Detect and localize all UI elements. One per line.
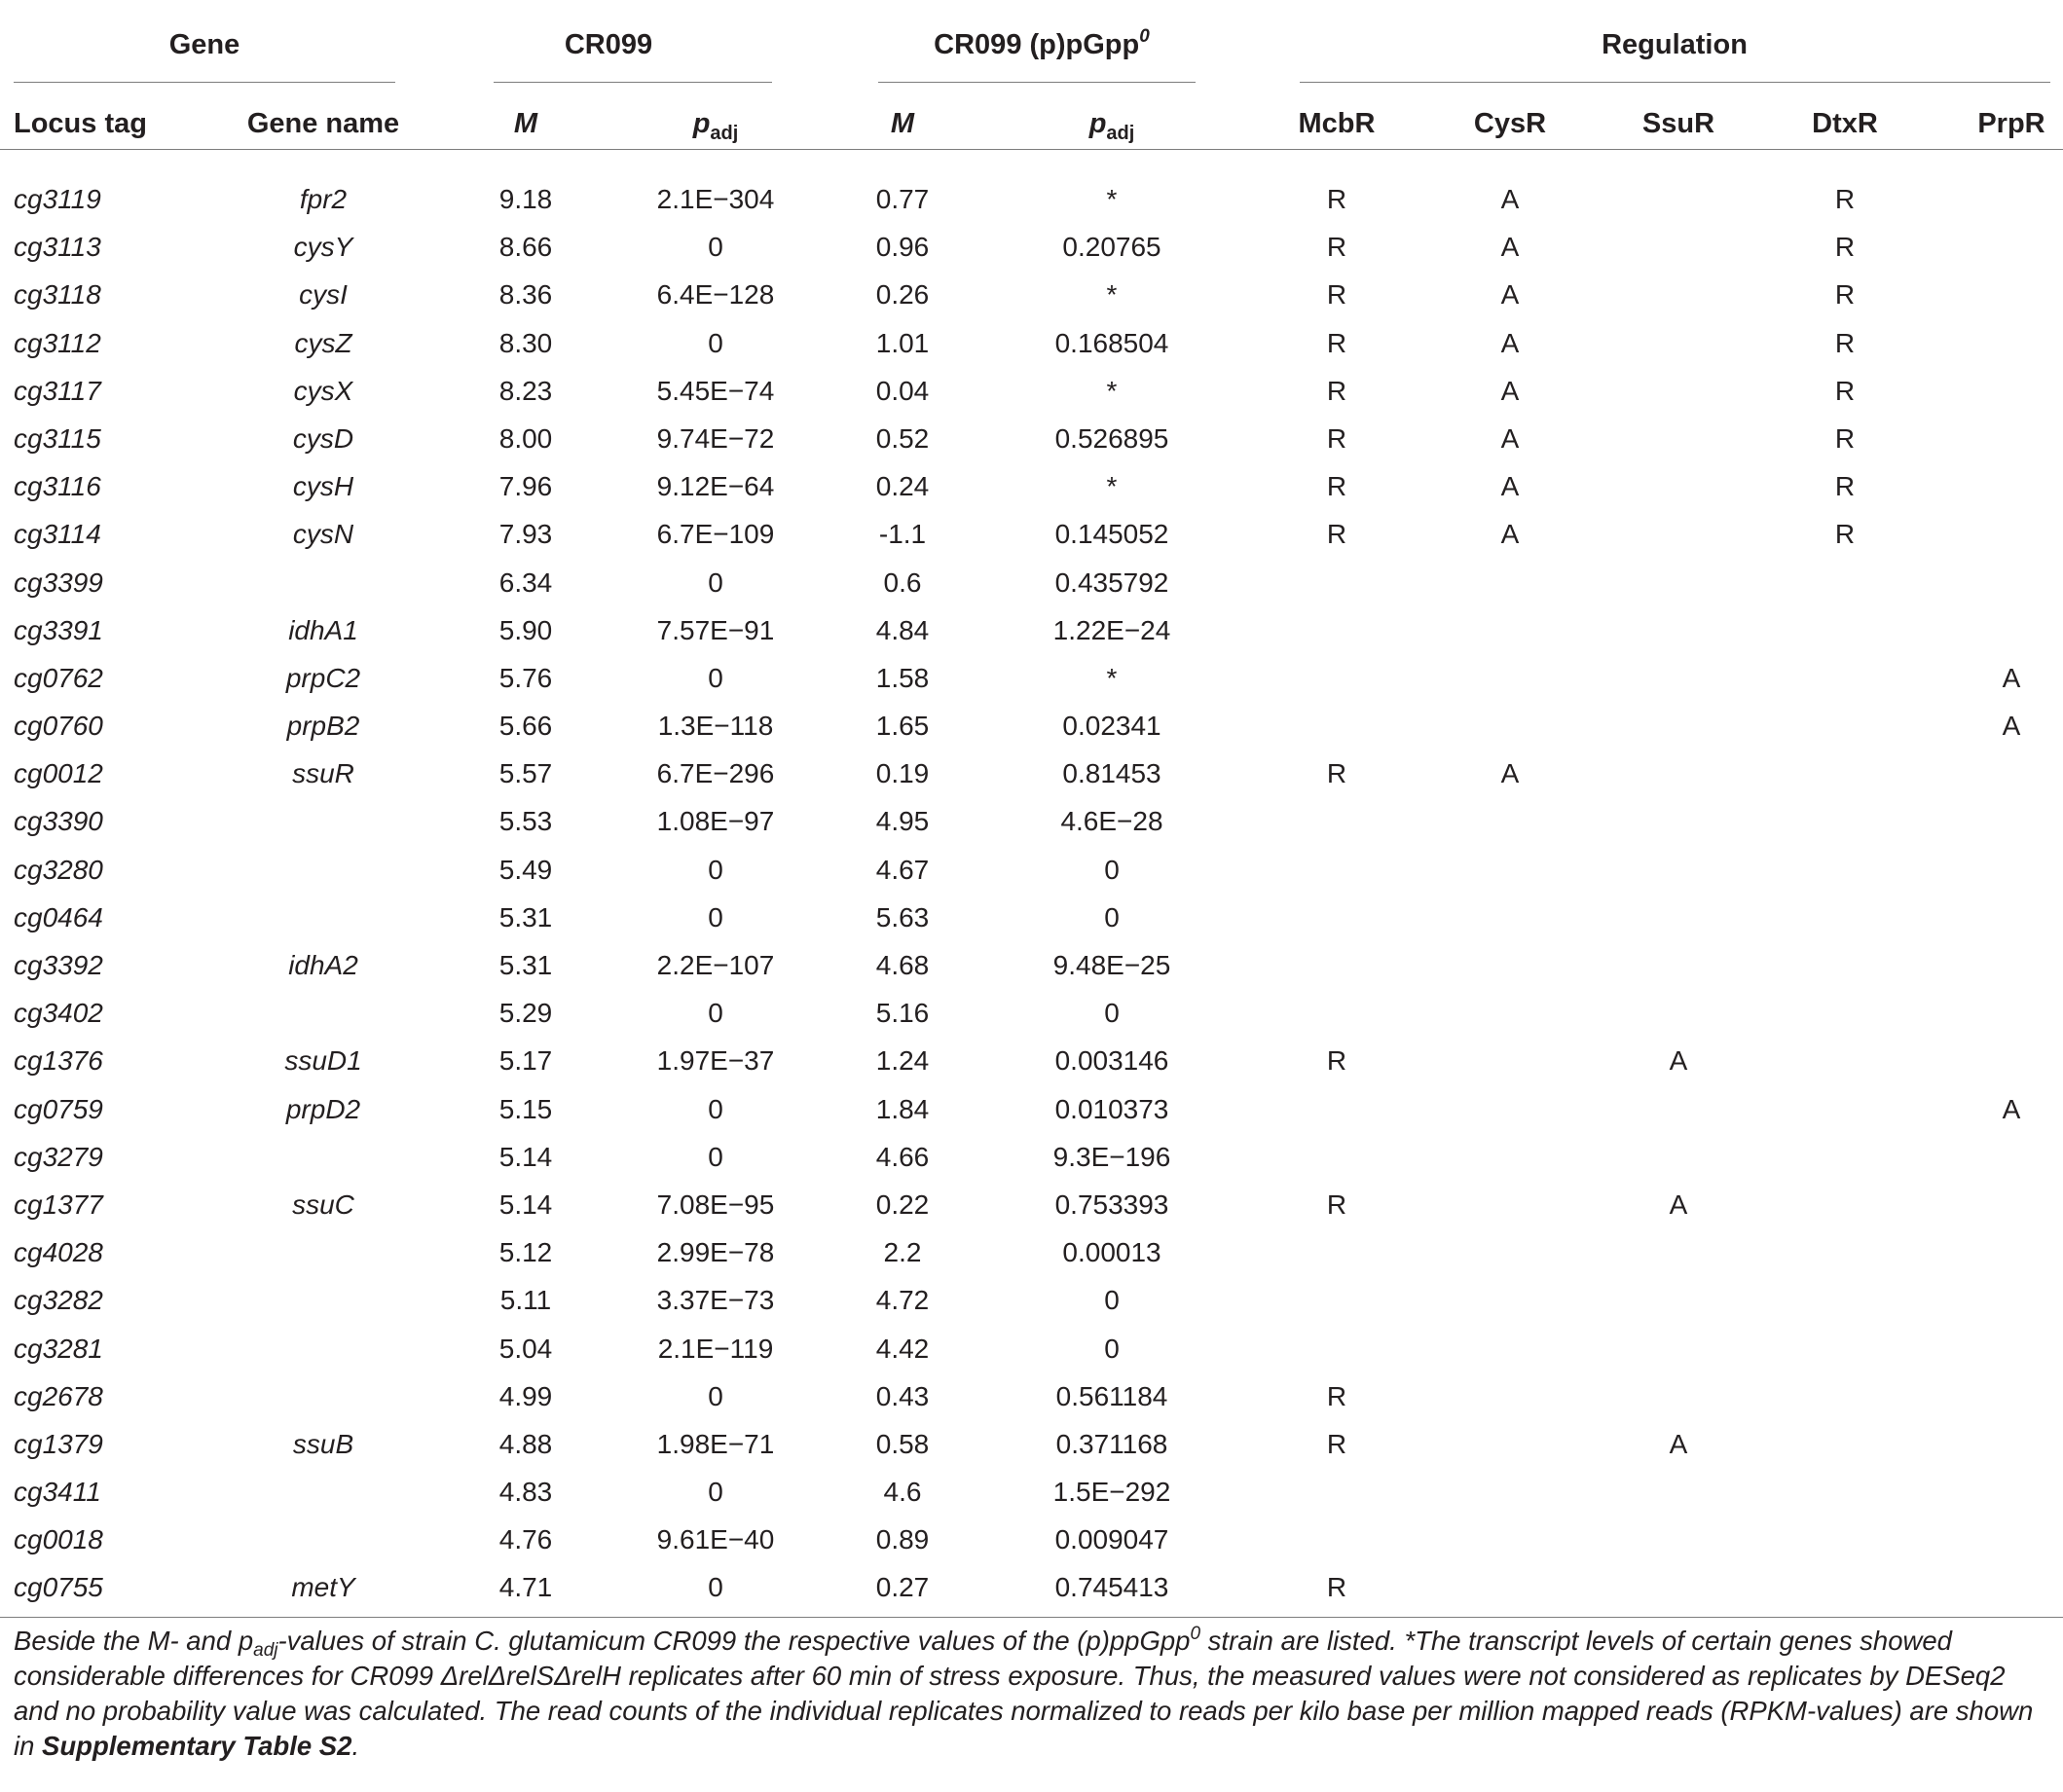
cell-locus: cg0759	[14, 1093, 103, 1124]
cell-ssur: A	[1669, 1045, 1688, 1077]
cell-locus: cg3280	[14, 854, 103, 885]
cell-p2: 0.561184	[1055, 1380, 1168, 1411]
cell-mcbr: R	[1326, 184, 1347, 214]
cell-cysr: A	[1500, 327, 1520, 358]
table-row	[0, 612, 2063, 660]
cell-m1: 5.14	[498, 1189, 553, 1220]
cell-m2: 4.72	[875, 1285, 930, 1316]
cell-p2: 0.010373	[1054, 1093, 1169, 1124]
cell-dtxr: R	[1834, 375, 1856, 406]
cell-p2: 0.20765	[1062, 232, 1161, 263]
footnote-text-4: .	[351, 1731, 360, 1761]
cell-p2: 0.003146	[1054, 1045, 1169, 1077]
cell-mcbr: R	[1326, 1045, 1347, 1077]
col-header-cysr: CysR	[1473, 108, 1547, 139]
col-header-padj-cr099	[662, 104, 769, 143]
cell-locus: cg3117	[14, 375, 101, 406]
cell-locus: cg3115	[14, 422, 101, 454]
cell-gene: cysZ	[294, 327, 352, 358]
cell-gene: ssuB	[292, 1428, 354, 1459]
table-row	[0, 803, 2063, 851]
table-row	[0, 565, 2063, 612]
table-row	[0, 229, 2063, 276]
cell-locus: cg3391	[14, 614, 103, 645]
cell-p1: 0	[708, 662, 723, 693]
cell-m1: 5.11	[499, 1285, 552, 1316]
table-row	[0, 181, 2063, 229]
cell-m1: 5.31	[498, 901, 553, 933]
cell-m1: 7.93	[498, 519, 553, 550]
cell-m2: 4.68	[875, 950, 930, 980]
cell-p1: 0	[708, 327, 723, 358]
cell-m1: 5.14	[498, 1141, 553, 1172]
cell-p1: 9.12E−64	[656, 471, 775, 502]
cell-m1: 5.31	[498, 950, 553, 980]
cell-p2: *	[1106, 184, 1118, 214]
cell-cysr: A	[1500, 471, 1520, 502]
cell-m2: 5.63	[875, 901, 930, 933]
cell-p2: 0.168504	[1054, 327, 1169, 358]
table-row	[0, 755, 2063, 803]
col-header-m-ppgpp	[864, 104, 941, 143]
cell-m1: 8.30	[498, 327, 553, 358]
cell-m1: 8.00	[498, 422, 553, 454]
cell-p2: 0.745413	[1054, 1572, 1169, 1603]
table-row	[0, 1331, 2063, 1378]
cell-p2: 1.5E−292	[1052, 1477, 1171, 1508]
cell-p1: 0	[708, 1141, 723, 1172]
cell-m1: 4.71	[498, 1572, 553, 1603]
cell-p1: 9.74E−72	[656, 422, 775, 454]
cell-p1: 2.99E−78	[656, 1237, 775, 1268]
cell-gene: cysD	[292, 422, 354, 454]
col-header-padj-ppgpp-sub: adj	[1106, 123, 1135, 144]
cell-prpr: A	[2002, 1093, 2021, 1124]
cell-m2: 4.67	[875, 854, 930, 885]
cell-locus: cg0012	[14, 758, 103, 789]
col-header-padj-cr099-sub: adj	[710, 123, 739, 144]
cell-gene: cysX	[293, 375, 353, 406]
cell-p1: 5.45E−74	[656, 375, 775, 406]
cell-locus: cg0018	[14, 1524, 103, 1555]
cell-p1: 0	[708, 998, 723, 1029]
col-header-padj-cr099-p: p	[692, 108, 711, 139]
cell-mcbr: R	[1326, 471, 1347, 502]
cell-m2: 4.6	[883, 1477, 922, 1508]
group-rule-ppgpp	[878, 82, 1196, 83]
cell-m2: 0.77	[875, 184, 930, 214]
cell-locus: cg3118	[14, 279, 101, 311]
table-row	[0, 1139, 2063, 1187]
group-header-regulation: Regulation	[1602, 29, 1748, 60]
cell-p1: 9.61E−40	[656, 1524, 775, 1555]
cell-m1: 4.99	[498, 1380, 553, 1411]
col-header-locus-tag: Locus tag	[14, 108, 147, 139]
table-row	[0, 852, 2063, 899]
cell-dtxr: R	[1834, 327, 1856, 358]
cell-gene: idhA1	[288, 614, 358, 645]
cell-p2: 1.22E−24	[1052, 614, 1171, 645]
cell-locus: cg1376	[14, 1045, 103, 1077]
cell-p2: 0	[1104, 1285, 1120, 1316]
cell-p2: 0	[1104, 854, 1120, 885]
cell-p2: *	[1106, 662, 1118, 693]
table-row	[0, 995, 2063, 1042]
cell-ssur: A	[1669, 1428, 1688, 1459]
cell-mcbr: R	[1326, 279, 1347, 311]
cell-p1: 0	[708, 1572, 723, 1603]
cell-p1: 0	[708, 1477, 723, 1508]
cell-locus: cg3113	[14, 232, 101, 263]
table-row	[0, 947, 2063, 995]
cell-p1: 6.7E−296	[656, 758, 775, 789]
cell-p1: 1.08E−97	[656, 806, 775, 837]
cell-p1: 1.98E−71	[656, 1428, 775, 1459]
cell-p2: 9.48E−25	[1052, 950, 1171, 980]
cell-m1: 5.17	[498, 1045, 553, 1077]
cell-m1: 4.88	[498, 1428, 553, 1459]
cell-locus: cg3402	[14, 998, 103, 1029]
col-header-ssur: SsuR	[1641, 108, 1715, 139]
cell-m2: 2.2	[883, 1237, 922, 1268]
cell-gene: prpB2	[286, 711, 360, 742]
cell-p2: 0	[1104, 1333, 1120, 1364]
cell-m1: 5.49	[498, 854, 553, 885]
cell-m2: 0.04	[875, 375, 930, 406]
cell-gene: prpD2	[285, 1093, 361, 1124]
cell-m1: 4.83	[498, 1477, 553, 1508]
cell-locus: cg3392	[14, 950, 103, 980]
cell-m2: 0.58	[875, 1428, 930, 1459]
cell-m2: 0.19	[875, 758, 930, 789]
col-header-m-cr099	[487, 104, 565, 143]
table-row	[0, 1378, 2063, 1426]
cell-p1: 7.57E−91	[656, 614, 775, 645]
cell-m2: 4.42	[875, 1333, 930, 1364]
cell-p1: 1.3E−118	[657, 711, 774, 742]
cell-p1: 2.1E−304	[656, 184, 775, 214]
cell-locus: cg3411	[14, 1477, 101, 1508]
group-header-gene: Gene	[168, 29, 240, 60]
header-rule	[0, 149, 2063, 150]
group-rule-gene	[14, 82, 395, 83]
cell-m2: 4.95	[875, 806, 930, 837]
cell-p2: 0.145052	[1054, 519, 1169, 550]
cell-m2: 1.84	[875, 1093, 930, 1124]
col-header-m-ppgpp-text: M	[890, 108, 915, 139]
cell-m1: 5.57	[498, 758, 553, 789]
table-row	[0, 1187, 2063, 1234]
table-row	[0, 373, 2063, 421]
cell-gene: ssuC	[292, 1189, 354, 1220]
cell-locus: cg0760	[14, 711, 103, 742]
footnote-text-2: -values of strain C. glutamicum CR099 the respective values of the (p)ppGpp	[277, 1626, 1191, 1656]
cell-m2: 1.58	[875, 662, 930, 693]
cell-p2: *	[1106, 279, 1118, 311]
cell-p1: 6.4E−128	[656, 279, 775, 311]
cell-m2: 4.84	[875, 614, 930, 645]
cell-p2: 0.00013	[1062, 1237, 1161, 1268]
cell-gene: ssuD1	[284, 1045, 362, 1077]
cell-locus: cg0755	[14, 1572, 103, 1603]
table-row	[0, 708, 2063, 755]
cell-locus: cg3116	[14, 471, 101, 502]
cell-m2: 1.24	[875, 1045, 930, 1077]
table-row	[0, 325, 2063, 373]
cell-cysr: A	[1500, 184, 1520, 214]
cell-mcbr: R	[1326, 1380, 1347, 1411]
cell-mcbr: R	[1326, 1572, 1347, 1603]
cell-m1: 5.53	[498, 806, 553, 837]
cell-locus: cg4028	[14, 1237, 103, 1268]
cell-m2: 0.43	[875, 1380, 930, 1411]
cell-m1: 6.34	[498, 567, 553, 598]
table-row	[0, 1234, 2063, 1282]
cell-locus: cg3390	[14, 806, 103, 837]
table-row	[0, 421, 2063, 468]
cell-cysr: A	[1500, 422, 1520, 454]
cell-locus: cg2678	[14, 1380, 103, 1411]
cell-m2: 0.6	[883, 567, 922, 598]
cell-locus: cg3281	[14, 1333, 103, 1364]
cell-m2: -1.1	[878, 519, 927, 550]
cell-gene: prpC2	[285, 662, 361, 693]
cell-p2: 0.371168	[1055, 1428, 1168, 1459]
group-header-ppgpp	[866, 25, 1217, 64]
table-body	[0, 181, 2063, 1618]
cell-p1: 1.97E−37	[656, 1045, 775, 1077]
cell-dtxr: R	[1834, 519, 1856, 550]
cell-m1: 8.66	[498, 232, 553, 263]
cell-m2: 0.27	[875, 1572, 930, 1603]
footnote-sup-0: 0	[1190, 1624, 1201, 1644]
cell-m1: 4.76	[498, 1524, 553, 1555]
cell-m1: 5.15	[498, 1093, 553, 1124]
table-row	[0, 1282, 2063, 1330]
footnote-supplementary-ref: Supplementary Table S2	[42, 1731, 352, 1761]
cell-locus: cg0464	[14, 901, 103, 933]
cell-locus: cg1379	[14, 1428, 103, 1459]
table-row	[0, 660, 2063, 708]
cell-gene: ssuR	[292, 758, 354, 789]
cell-gene: cysN	[292, 519, 354, 550]
footnote-text-3: strain are listed. *The transcript levels of certain genes showed considerable differences for CR099 ΔrelΔrelSΔrelH replicates after 60 min of stress exposure. Thus, the measured values were not considered as replicates by DESeq2 and no probability value was calculated. The read counts of the individual replicates normalized to reads per kilo base per million mapped reads (RPKM-values) are shown in	[14, 1626, 2034, 1761]
cell-p2: 0.526895	[1054, 422, 1169, 454]
table-row	[0, 1569, 2063, 1617]
cell-p2: 0.02341	[1062, 711, 1161, 742]
cell-mcbr: R	[1326, 1189, 1347, 1220]
cell-p2: 0.81453	[1062, 758, 1161, 789]
col-header-mcbr: McbR	[1298, 108, 1376, 139]
cell-locus: cg1377	[14, 1189, 103, 1220]
cell-locus: cg0762	[14, 662, 103, 693]
cell-locus: cg3114	[14, 519, 101, 550]
table-row	[0, 1091, 2063, 1139]
cell-gene: cysH	[292, 471, 354, 502]
cell-dtxr: R	[1834, 184, 1856, 214]
cell-mcbr: R	[1326, 375, 1347, 406]
cell-p2: 0	[1104, 901, 1120, 933]
cell-ssur: A	[1669, 1189, 1688, 1220]
cell-p1: 0	[708, 567, 723, 598]
cell-cysr: A	[1500, 758, 1520, 789]
cell-gene: cysI	[299, 279, 348, 311]
cell-p1: 2.1E−119	[657, 1333, 774, 1364]
cell-p2: 0.435792	[1054, 567, 1169, 598]
cell-gene: metY	[291, 1572, 355, 1603]
cell-m1: 5.76	[498, 662, 553, 693]
cell-gene: fpr2	[299, 184, 348, 214]
cell-m2: 5.16	[875, 998, 930, 1029]
cell-m2: 1.01	[875, 327, 930, 358]
cell-locus: cg3119	[14, 184, 101, 214]
cell-p1: 7.08E−95	[656, 1189, 775, 1220]
cell-m1: 8.23	[498, 375, 553, 406]
cell-p2: 0.009047	[1054, 1524, 1169, 1555]
cell-m2: 0.24	[875, 471, 930, 502]
cell-dtxr: R	[1834, 422, 1856, 454]
group-rule-cr099	[494, 82, 772, 83]
cell-p1: 3.37E−73	[656, 1285, 775, 1316]
cell-m2: 0.96	[875, 232, 930, 263]
cell-gene: cysY	[293, 232, 353, 263]
cell-p2: 4.6E−28	[1060, 806, 1163, 837]
group-header-cr099: CR099	[564, 29, 653, 60]
cell-p2: 0.753393	[1054, 1189, 1169, 1220]
col-header-m-cr099-text: M	[513, 108, 538, 139]
cell-p2: 9.3E−196	[1052, 1141, 1171, 1172]
cell-mcbr: R	[1326, 422, 1347, 454]
cell-cysr: A	[1500, 279, 1520, 311]
cell-dtxr: R	[1834, 232, 1856, 263]
cell-p1: 0	[708, 854, 723, 885]
cell-locus: cg3282	[14, 1285, 103, 1316]
col-header-padj-ppgpp-p: p	[1088, 108, 1107, 139]
col-header-prpr: PrpR	[1977, 108, 2045, 139]
cell-m1: 7.96	[498, 471, 553, 502]
cell-p2: *	[1106, 375, 1118, 406]
cell-mcbr: R	[1326, 232, 1347, 263]
cell-locus: cg3399	[14, 567, 103, 598]
cell-m2: 0.26	[875, 279, 930, 311]
col-header-gene-name: Gene name	[246, 108, 400, 139]
cell-mcbr: R	[1326, 519, 1347, 550]
col-header-padj-ppgpp	[1058, 104, 1165, 143]
cell-m1: 5.04	[498, 1333, 553, 1364]
footnote-text-1: Beside the M- and p	[14, 1626, 254, 1656]
cell-m1: 9.18	[498, 184, 553, 214]
cell-gene: idhA2	[288, 950, 358, 980]
cell-p1: 0	[708, 232, 723, 263]
table-row	[0, 1426, 2063, 1474]
cell-p1: 2.2E−107	[656, 950, 775, 980]
cell-m1: 5.29	[498, 998, 553, 1029]
cell-p2: 0	[1104, 998, 1120, 1029]
footnote-sub-adj: adj	[253, 1640, 278, 1661]
table-row	[0, 1474, 2063, 1521]
cell-m2: 0.52	[875, 422, 930, 454]
cell-m2: 0.22	[875, 1189, 930, 1220]
cell-p1: 0	[708, 1380, 723, 1411]
cell-dtxr: R	[1834, 471, 1856, 502]
table-row	[0, 276, 2063, 324]
cell-mcbr: R	[1326, 758, 1347, 789]
cell-m2: 0.89	[875, 1524, 930, 1555]
cell-prpr: A	[2002, 711, 2021, 742]
cell-m1: 5.90	[498, 614, 553, 645]
col-header-dtxr: DtxR	[1812, 108, 1878, 139]
group-header-ppgpp-sup: 0	[1139, 26, 1150, 47]
cell-mcbr: R	[1326, 1428, 1347, 1459]
cell-p1: 0	[708, 1093, 723, 1124]
cell-locus: cg3112	[14, 327, 101, 358]
cell-cysr: A	[1500, 375, 1520, 406]
cell-mcbr: R	[1326, 327, 1347, 358]
cell-m2: 4.66	[875, 1141, 930, 1172]
table-row	[0, 899, 2063, 947]
cell-m1: 8.36	[498, 279, 553, 311]
table-bottom-rule	[0, 1617, 2063, 1618]
cell-p1: 0	[708, 901, 723, 933]
table-row	[0, 468, 2063, 516]
table-row	[0, 516, 2063, 564]
table-footnote	[14, 1624, 2053, 1764]
cell-prpr: A	[2002, 662, 2021, 693]
cell-m2: 1.65	[875, 711, 930, 742]
cell-cysr: A	[1500, 232, 1520, 263]
group-header-ppgpp-text: CR099 (p)pGpp	[934, 29, 1140, 60]
cell-cysr: A	[1500, 519, 1520, 550]
table-row	[0, 1521, 2063, 1569]
table-row	[0, 1042, 2063, 1090]
group-rule-regulation	[1300, 82, 2050, 83]
cell-p1: 6.7E−109	[656, 519, 775, 550]
cell-m1: 5.66	[498, 711, 553, 742]
cell-m1: 5.12	[498, 1237, 553, 1268]
cell-locus: cg3279	[14, 1141, 103, 1172]
cell-p2: *	[1106, 471, 1118, 502]
cell-dtxr: R	[1834, 279, 1856, 311]
